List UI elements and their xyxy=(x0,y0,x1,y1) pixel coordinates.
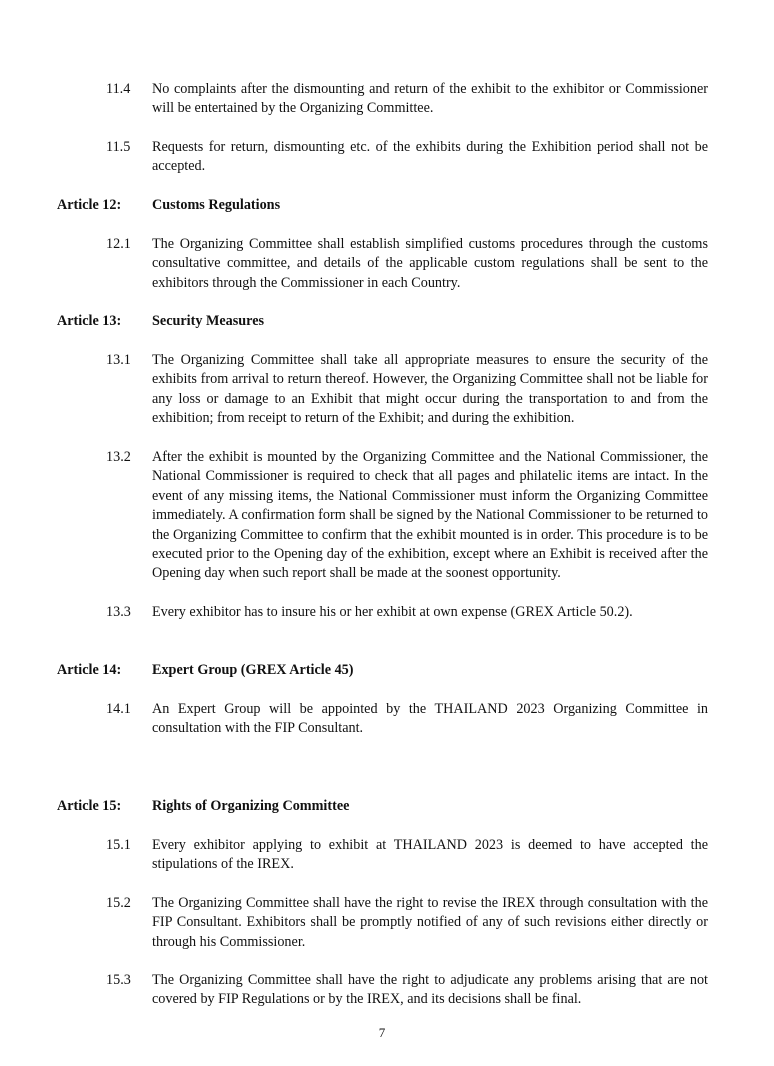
clause-number: 13.1 xyxy=(106,352,131,368)
article-title: Rights of Organizing Committee xyxy=(152,798,350,814)
article-title: Security Measures xyxy=(152,313,265,329)
clause-text: Every exhibitor has to insure his or her exhibit at own expense (GREX Article 50.2). xyxy=(152,604,633,620)
clause-number: 15.2 xyxy=(106,895,131,911)
clause-number: 13.2 xyxy=(106,449,131,465)
article-label: Article 12: xyxy=(57,197,122,213)
article-label: Article 13: xyxy=(57,313,122,329)
clause-text: After the exhibit is mounted by the Organizing Committee and the National Commissioner, the National Commissioner is required to check that all pages and philatelic items are intact. In the event of any missing items, the National Commissioner must inform the Organizing Committee immediately. A confirmation form shall be signed by the National Commissioner to be returned to the Organizing Committee to confirm that the exhibit mounted is in order. This procedure is to be executed prior to the Opening day of the exhibition, except where an Exhibit is received after the Opening day when such report shall be made at the soonest opportunity. xyxy=(152,449,708,582)
clause-text: The Organizing Committee shall have the right to revise the IREX through consultation with the FIP Consultant. Exhibitors shall be promptly notified of any of such revisions either directly or through his Commissioner. xyxy=(152,895,708,950)
clause-number: 13.3 xyxy=(106,604,131,620)
clause-number: 12.1 xyxy=(106,236,131,252)
article-label: Article 14: xyxy=(57,662,122,678)
clause-number: 15.1 xyxy=(106,837,131,853)
clause-text: The Organizing Committee shall take all appropriate measures to ensure the security of the exhibits from arrival to return thereof. However, the Organizing Committee shall not be liable for any loss or damage to an Exhibit that might occur during the transportation to and from the exhibition; from receipt to return of the Exhibit; and during the exhibition. xyxy=(152,352,708,427)
clause-text: An Expert Group will be appointed by the THAILAND 2023 Organizing Committee in consultation with the FIP Consultant. xyxy=(152,701,708,737)
clause-number: 11.4 xyxy=(106,81,131,97)
article-title: Customs Regulations xyxy=(152,197,281,213)
clause-text: The Organizing Committee shall have the right to adjudicate any problems arising that are not covered by FIP Regulations or by the IREX, and its decisions shall be final. xyxy=(152,972,708,1008)
article-label: Article 15: xyxy=(57,798,122,814)
clause-text: Requests for return, dismounting etc. of the exhibits during the Exhibition period shall not be accepted. xyxy=(152,139,708,175)
clause-text: No complaints after the dismounting and return of the exhibit to the exhibitor or Commissioner will be entertained by the Organizing Committee. xyxy=(152,81,708,117)
clause-text: The Organizing Committee shall establish simplified customs procedures through the customs consultative committee, and details of the applicable custom regulations shall be sent to the exhibitors through the Commissioner in each Country. xyxy=(152,236,708,291)
clause-number: 11.5 xyxy=(106,139,131,155)
page-number: 7 xyxy=(378,1025,386,1040)
clause-number: 14.1 xyxy=(106,701,131,717)
clause-number: 15.3 xyxy=(106,972,131,988)
article-title: Expert Group (GREX Article 45) xyxy=(152,662,354,678)
clause-text: Every exhibitor applying to exhibit at THAILAND 2023 is deemed to have accepted the stipulations of the IREX. xyxy=(152,837,708,873)
